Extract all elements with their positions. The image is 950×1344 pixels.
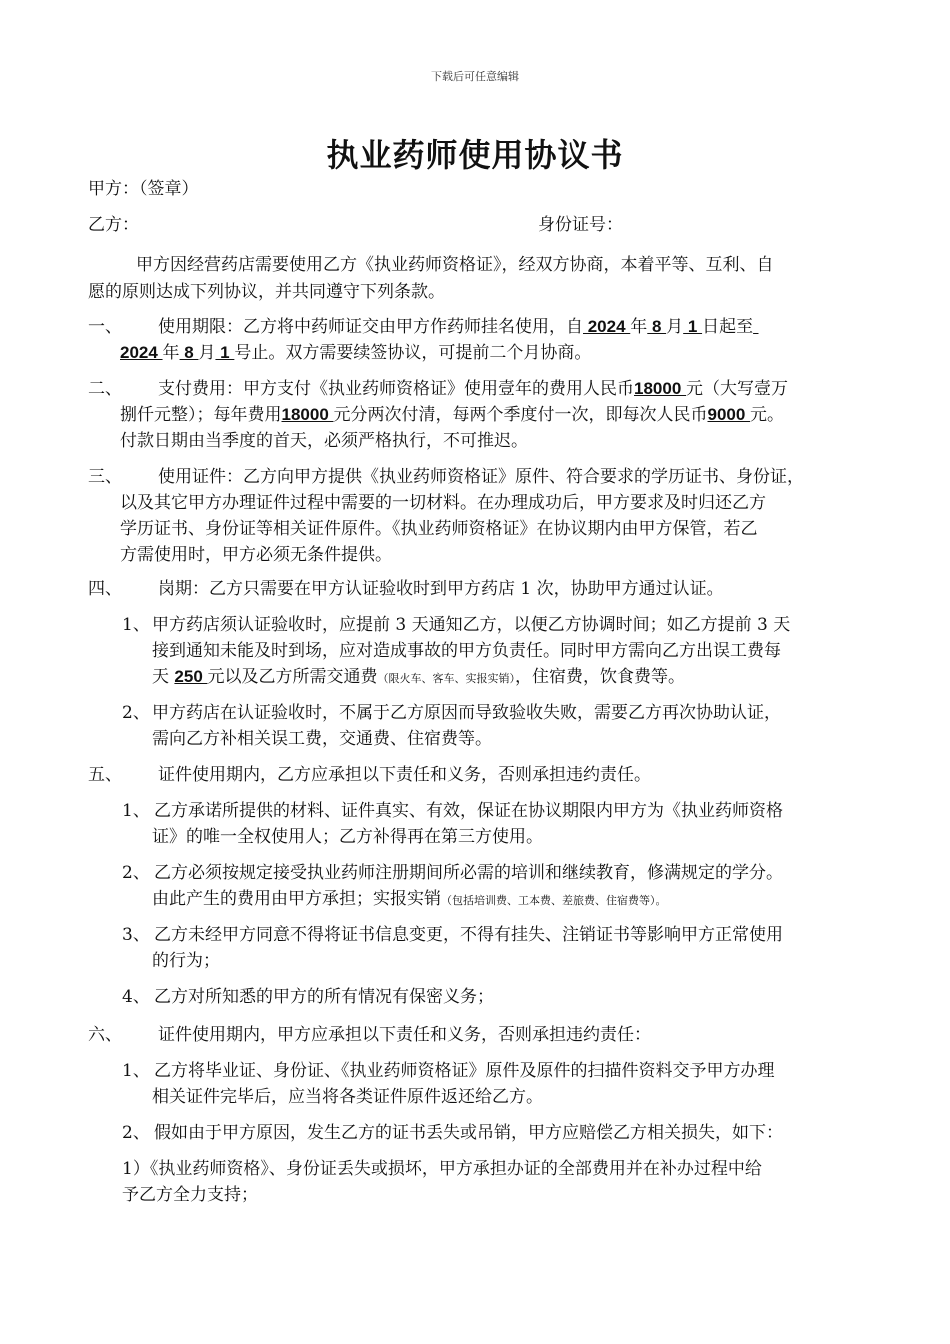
installment-fee: 9000 xyxy=(707,405,751,424)
section-4-item-1-line-3: 天 250 元以及乙方所需交通费（限火车、客车、实报实销），住宿费，饮食费等。 xyxy=(152,667,685,687)
section-6-item-2-line-1: 2、 假如由于甲方原因，发生乙方的证书丢失或吊销，甲方应赔偿乙方相关损失，如下： xyxy=(122,1123,783,1143)
section-5-item-1-line-2: 证》的唯一全权使用人；乙方补得再在第三方使用。 xyxy=(152,827,543,847)
page-header: 下载后可任意编辑 xyxy=(431,70,519,83)
start-year: 2024 xyxy=(583,317,631,336)
section-5-item-3-line-1: 3、 乙方未经甲方同意不得将证书信息变更，不得有挂失、注销证书等影响甲方正常使用 xyxy=(122,925,783,945)
section-4-line: 四、 岗期：乙方只需要在甲方认证验收时到甲方药店 1 次，协助甲方通过认证。 xyxy=(88,576,724,602)
section-6-line: 六、 证件使用期内，甲方应承担以下责任和义务，否则承担违约责任： xyxy=(88,1022,651,1048)
section-1-line-2: 2024 年 8 月 1 号止。双方需要续签协议，可提前二个月协商。 xyxy=(120,343,592,363)
section-5-item-1-line-1: 1、 乙方承诺所提供的材料、证件真实、有效，保证在协议期限内甲方为《执业药师资格 xyxy=(122,801,783,821)
id-number-label: 身份证号： xyxy=(538,215,623,235)
intro-line-2: 愿的原则达成下列协议，并共同遵守下列条款。 xyxy=(88,282,445,302)
section-4-number: 四、 xyxy=(88,579,122,599)
section-3-line-3: 学历证书、身份证等相关证件原件。《执业药师资格证》在协议期内由甲方保管，若乙 xyxy=(120,519,758,539)
section-2-line-1: 二、 支付费用：甲方支付《执业药师资格证》使用壹年的费用人民币18000 元（大写壹万 xyxy=(88,376,788,402)
section-3-line-4: 方需使用时，甲方必须无条件提供。 xyxy=(120,545,392,565)
end-day: 1 xyxy=(215,343,235,362)
section-1-number: 一、 xyxy=(88,317,122,337)
section-5-line: 五、 证件使用期内，乙方应承担以下责任和义务，否则承担违约责任。 xyxy=(88,762,651,788)
section-5-item-4-line-1: 4、 乙方对所知悉的甲方的所有情况有保密义务； xyxy=(122,987,494,1007)
section-1-line-1: 一、 使用期限：乙方将中药师证交由甲方作药师挂名使用，自 2024 年 8 月 1 日起至 xyxy=(88,314,758,340)
section-3-line-1: 三、 使用证件：乙方向甲方提供《执业药师资格证》原件、符合要求的学历证书、身份证， xyxy=(88,464,804,490)
start-month: 8 xyxy=(647,317,667,336)
party-a-label: 甲方：（签章） xyxy=(88,179,199,199)
annual-fee-2: 18000 xyxy=(281,405,334,424)
section-2-line-3: 付款日期由当季度的首天，必须严格执行，不可推迟。 xyxy=(120,431,528,451)
section-5-item-2-line-1: 2、 乙方必须按规定接受执业药师注册期间所必需的培训和继续教育，修满规定的学分。 xyxy=(122,863,783,883)
section-6-sub-1-line-2: 予乙方全力支持； xyxy=(122,1185,258,1205)
section-5-item-3-line-2: 的行为； xyxy=(152,951,220,971)
daily-fee: 250 xyxy=(174,667,208,686)
section-4-item-1-line-2: 接到通知未能及时到场，应对造成事故的甲方负责任。同时甲方需向乙方出误工费每 xyxy=(152,641,781,661)
section-6-number: 六、 xyxy=(88,1025,122,1045)
section-3-number: 三、 xyxy=(88,467,122,487)
section-6-item-1-line-2: 相关证件完毕后，应当将各类证件原件返还给乙方。 xyxy=(152,1087,543,1107)
start-day: 1 xyxy=(683,317,703,336)
section-5-item-2-line-2: 由此产生的费用由甲方承担；实报实销（包括培训费、工本费、差旅费、住宿费等）。 xyxy=(152,889,667,909)
section-3-line-2: 以及其它甲方办理证件过程中需要的一切材料。在办理成功后，甲方要求及时归还乙方 xyxy=(120,493,766,513)
section-2-number: 二、 xyxy=(88,379,122,399)
annual-fee: 18000 xyxy=(634,379,686,398)
section-2-line-2: 捌仟元整）；每年费用18000 元分两次付清，每两个季度付一次，即每次人民币9000 元。 xyxy=(120,405,785,425)
section-4-item-1-line-1: 1、 甲方药店须认证验收时，应提前 3 天通知乙方，以便乙方协调时间；如乙方提前 3 天 xyxy=(122,615,791,635)
end-month: 8 xyxy=(179,343,199,362)
document-title: 执业药师使用协议书 xyxy=(326,136,624,174)
section-6-sub-1-line-1: 1）《执业药师资格》、身份证丢失或损坏，甲方承担办证的全部费用并在补办过程中给 xyxy=(122,1159,762,1179)
end-year: 2024 xyxy=(120,343,163,362)
section-6-item-1-line-1: 1、 乙方将毕业证、身份证、《执业药师资格证》原件及原件的扫描件资料交予甲方办理 xyxy=(122,1061,775,1081)
section-4-item-2-line-1: 2、 甲方药店在认证验收时，不属于乙方原因而导致验收失败，需要乙方再次协助认证， xyxy=(122,703,781,723)
section-5-number: 五、 xyxy=(88,765,122,785)
section-4-item-2-line-2: 需向乙方补相关误工费，交通费、住宿费等。 xyxy=(152,729,492,749)
intro-line-1: 甲方因经营药店需要使用乙方《执业药师资格证》，经双方协商，本着平等、互利、自 xyxy=(136,255,774,275)
party-b-label: 乙方： xyxy=(88,215,139,235)
